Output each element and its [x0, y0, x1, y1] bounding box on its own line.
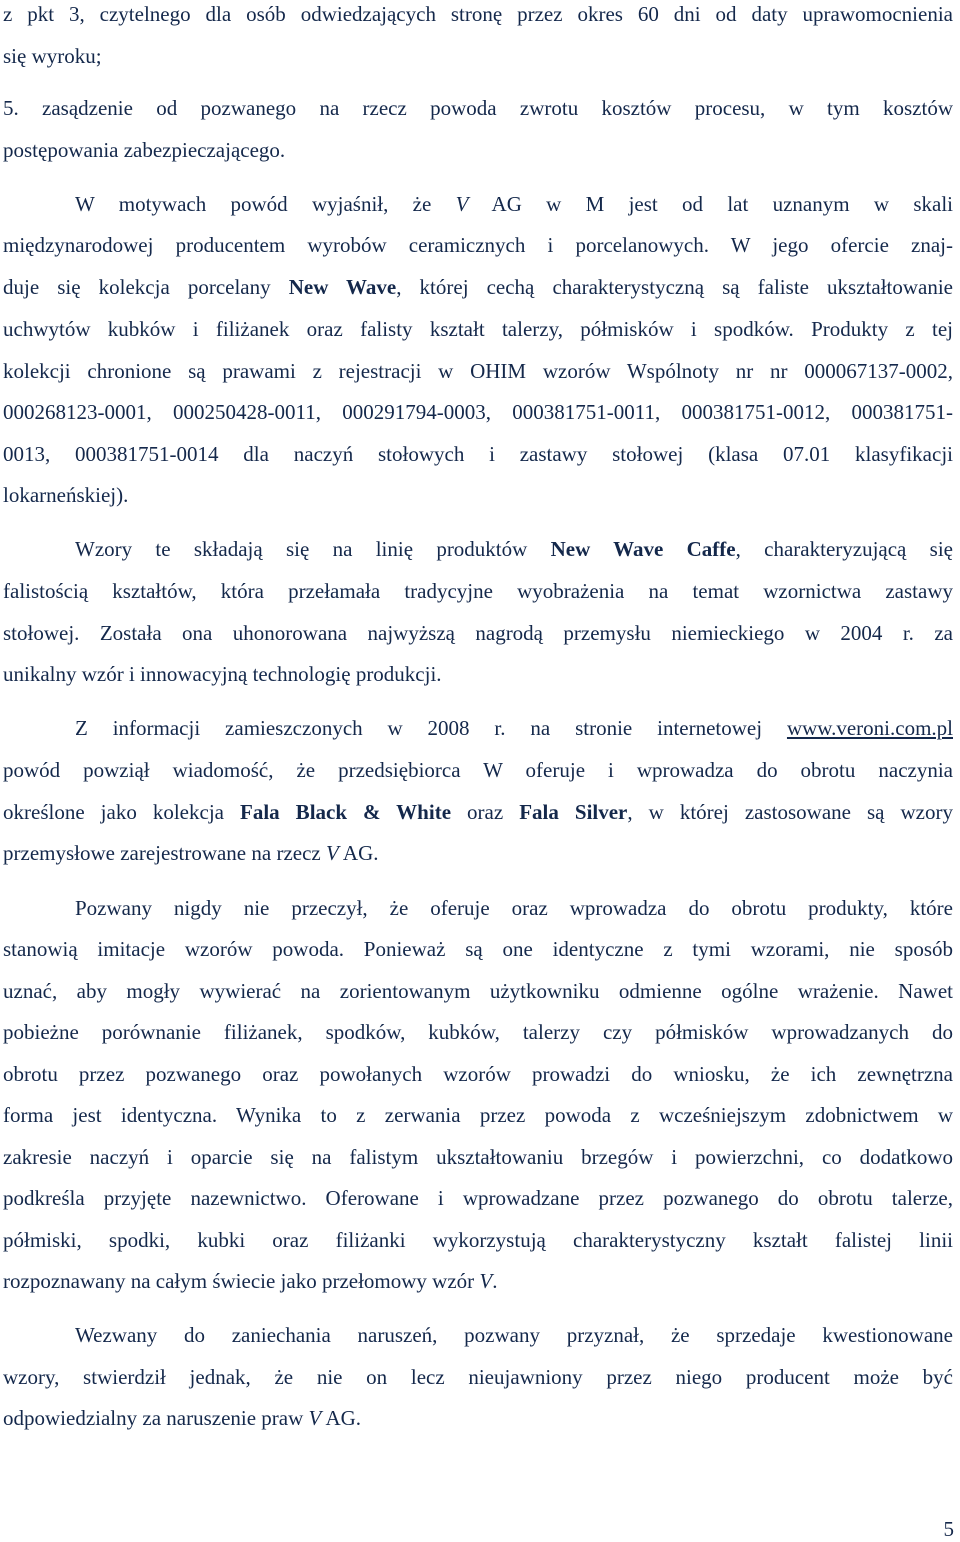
paragraph4-line1: Pozwany nigdy nie przeczył, że oferuje oraz wprowadza do obrotu produkty, które — [75, 896, 953, 920]
product-name-fala-black-white: Fala Black & White — [240, 800, 452, 824]
paragraph2-line4: unikalny wzór i innowacyjną technologię produkcji. — [3, 662, 442, 686]
paragraph1-line6: 000268123-0001, 000250428-0011, 000291794-0003, 000381751-0011, 000381751-0012, 000381751- — [3, 400, 953, 424]
paragraph4-line10: rozpoznawany na całym świecie jako przełomowy wzór V. — [3, 1269, 498, 1293]
paragraph5-line3: odpowiedzialny za naruszenie praw V AG. — [3, 1406, 362, 1430]
product-name-new-wave: New Wave — [288, 275, 397, 299]
paragraph4-line2: stanowią imitacje wzorów powoda. Ponieważ są one identyczne z tymi wzorami, nie sposób — [3, 937, 953, 961]
paragraph2-line2: falistością kształtów, która przełamała tradycyjne wyobrażenia na temat wzornictwa zastawy — [3, 579, 953, 603]
paragraph1-line4: uchwytów kubków i filiżanek oraz falisty kształt talerzy, półmisków i spodków. Produkty z tej — [3, 317, 953, 341]
item5-line2: postępowania zabezpieczającego. — [3, 138, 286, 162]
paragraph4-line4: pobieżne porównanie filiżanek, spodków, kubków, talerzy czy półmisków wprowadzanych do — [3, 1020, 953, 1044]
paragraph3-line2: powód powziął wiadomość, że przedsiębiorca W oferuje i wprowadza do obrotu naczynia — [3, 758, 953, 782]
paragraph3-line4: przemysłowe zarejestrowane na rzecz V AG. — [3, 841, 379, 865]
product-name-new-wave-caffe: New Wave Caffe — [550, 537, 736, 561]
paragraph4-line6: forma jest identyczna. Wynika to z zerwania przez powoda z wcześniejszym zdobnictwem w — [3, 1103, 953, 1127]
paragraph2-line3: stołowej. Została ona uhonorowana najwyższą nagrodą przemysłu niemieckiego w 2004 r. za — [3, 621, 953, 645]
product-name-fala-silver: Fala Silver — [519, 800, 628, 824]
website-link[interactable]: www.veroni.com.pl — [786, 716, 953, 740]
paragraph5-line1: Wezwany do zaniechania naruszeń, pozwany przyznał, że sprzedaje kwestionowane — [75, 1323, 953, 1347]
paragraph1-line7: 0013, 000381751-0014 dla naczyń stołowych i zastawy stołowej (klasa 07.01 klasyfikacji — [3, 442, 953, 466]
paragraph3-line1: Z informacji zamieszczonych w 2008 r. na stronie internetowej www.veroni.com.pl — [75, 716, 953, 740]
paragraph4-line7: zakresie naczyń i oparcie się na falistym ukształtowaniu brzegów i powierzchni, co dodatkowo — [3, 1145, 953, 1169]
paragraph4-line9: półmiski, spodki, kubki oraz filiżanki wykorzystują charakterystyczny kształt falistej linii — [3, 1228, 953, 1252]
paragraph4-line5: obrotu przez pozwanego oraz powołanych wzorów prowadzi do wniosku, że ich zewnętrzna — [3, 1062, 953, 1086]
paragraph4-line8: podkreśla przyjęte nazewnictwo. Oferowane i wprowadzane przez pozwanego do obrotu talerze, — [3, 1186, 953, 1210]
paragraph2-line1: Wzory te składają się na linię produktów New Wave Caffe, charakteryzującą się — [75, 537, 953, 561]
paragraph1-line3: duje się kolekcja porcelany New Wave, której cechą charakterystyczną są faliste ukształtowanie — [3, 275, 954, 299]
item4-line2: się wyroku; — [3, 44, 102, 68]
page-number: 5 — [943, 1517, 954, 1541]
paragraph1-line5: kolekcji chronione są prawami z rejestracji w OHIM wzorów Wspólnoty nr nr 000067137-0002, — [3, 359, 953, 383]
paragraph1-line8: lokarneńskiej). — [3, 483, 129, 507]
paragraph4-line3: uznać, aby mogły wywierać na zorientowanym użytkowniku odmienne ogólne wrażenie. Nawet — [3, 979, 953, 1003]
item5-line1: 5. zasądzenie od pozwanego na rzecz powoda zwrotu kosztów procesu, w tym kosztów — [3, 96, 953, 120]
item4-line1: z pkt 3, czytelnego dla osób odwiedzających stronę przez okres 60 dni od daty uprawomocnienia — [3, 2, 953, 26]
paragraph3-line3: określone jako kolekcja Fala Black & White oraz Fala Silver, w której zastosowane są wzory — [3, 800, 954, 824]
paragraph5-line2: wzory, stwierdził jednak, że nie on lecz nieujawniony przez niego producent może być — [3, 1365, 953, 1389]
paragraph1-line1: W motywach powód wyjaśnił, że V AG w M jest od lat uznanym w skali — [75, 192, 953, 216]
paragraph1-line2: międzynarodowej producentem wyrobów ceramicznych i porcelanowych. W jego ofercie znaj- — [3, 233, 953, 257]
